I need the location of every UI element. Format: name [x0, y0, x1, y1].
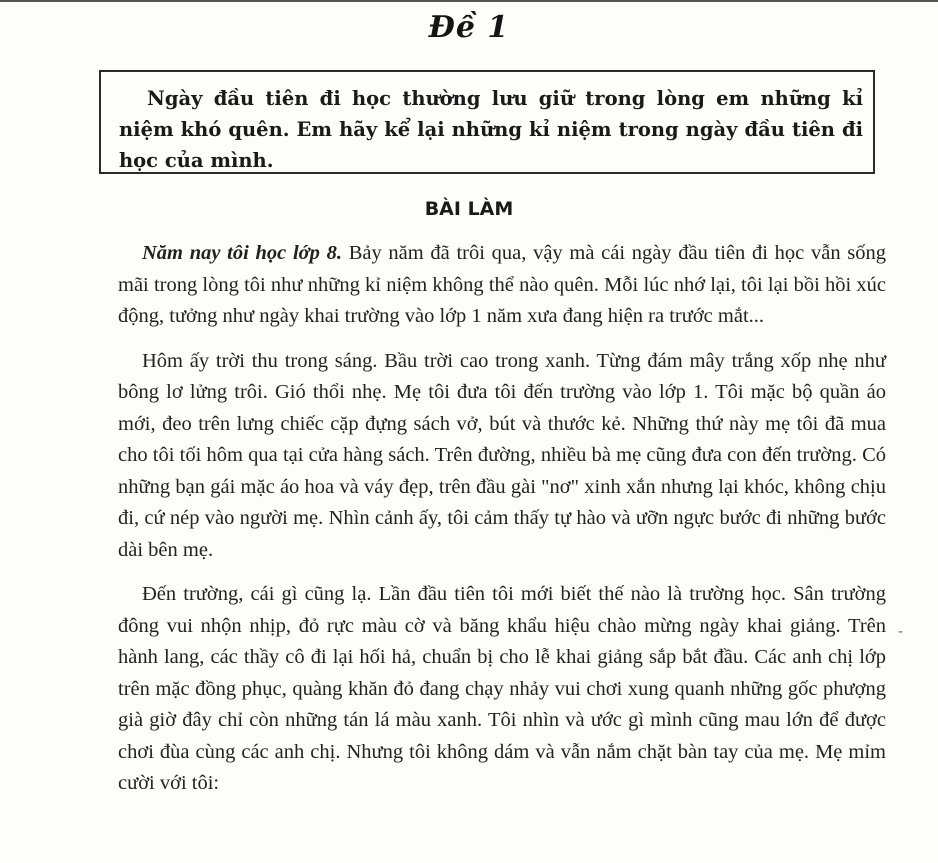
essay-body	[118, 238, 886, 813]
assignment-prompt-text: Ngày đầu tiên đi học thường lưu giữ trong lòng em những kỉ niệm khó quên. Em hãy kể lại những kỉ niệm trong ngày đầu tiên đi học của mình.	[119, 87, 863, 172]
exercise-heading: Đề 1	[428, 10, 510, 45]
essay-paragraph-1-text: Bảy năm đã trôi qua, vậy mà cái ngày đầu tiên đi học vẫn sống mãi trong lòng tôi như những kỉ niệm không thể nào quên. Mỗi lúc nhớ lại, tôi lại bồi hồi xúc động, tưởng như ngày khai trường vào lớp 1 năm xưa đang hiện ra trước mắt...	[118, 242, 886, 327]
essay-paragraph-2: Hôm ấy trời thu trong sáng. Bầu trời cao trong xanh. Từng đám mây trắng xốp nhẹ như bông lơ lửng trôi. Gió thổi nhẹ. Mẹ tôi đưa tôi đến trường vào lớp 1. Tôi mặc bộ quần áo mới, đeo trên lưng chiếc cặp đựng sách vở, bút và thước kẻ. Những thứ này mẹ tôi đã mua cho tôi tối hôm qua tại cửa hàng sách. Trên đường, nhiều bà mẹ cũng đưa con đến trường. Có những bạn gái mặc áo hoa và váy đẹp, trên đầu gài "nơ" xinh xắn nhưng lại khóc, không chịu đi, cứ nép vào người mẹ. Nhìn cảnh ấy, tôi cảm thấy tự hào và ưỡn ngực bước đi những bước dài bên mẹ.	[118, 349, 886, 561]
top-border-line	[0, 0, 938, 2]
essay-paragraph-1	[118, 238, 886, 333]
essay-paragraph-1-lead: Năm nay tôi học lớp 8.	[142, 242, 342, 264]
essay-paragraph-3: Đến trường, cái gì cũng lạ. Lần đầu tiên tôi mới biết thế nào là trường học. Sân trường đông vui nhộn nhịp, đỏ rực màu cờ và băng khẩu hiệu chào mừng ngày khai giảng. Trên hành lang, các thầy cô đi lại hối hả, chuẩn bị cho lễ khai giảng sắp bắt đầu. Các anh chị lớp trên mặc đồng phục, quàng khăn đỏ đang chạy nhảy vui chơi xung quanh những gốc phượng già giờ đây chỉ còn những tán lá màu xanh. Tôi nhìn và ước gì mình cũng mau lớn để được chơi đùa cùng các anh chị. Nhưng tôi không dám và vẫn nắm chặt bàn tay của mẹ. Mẹ mỉm cười với tôi:	[118, 583, 886, 794]
answer-section-title: BÀI LÀM	[424, 198, 514, 220]
assignment-prompt-box	[99, 70, 875, 174]
margin-mark: -	[898, 624, 904, 640]
